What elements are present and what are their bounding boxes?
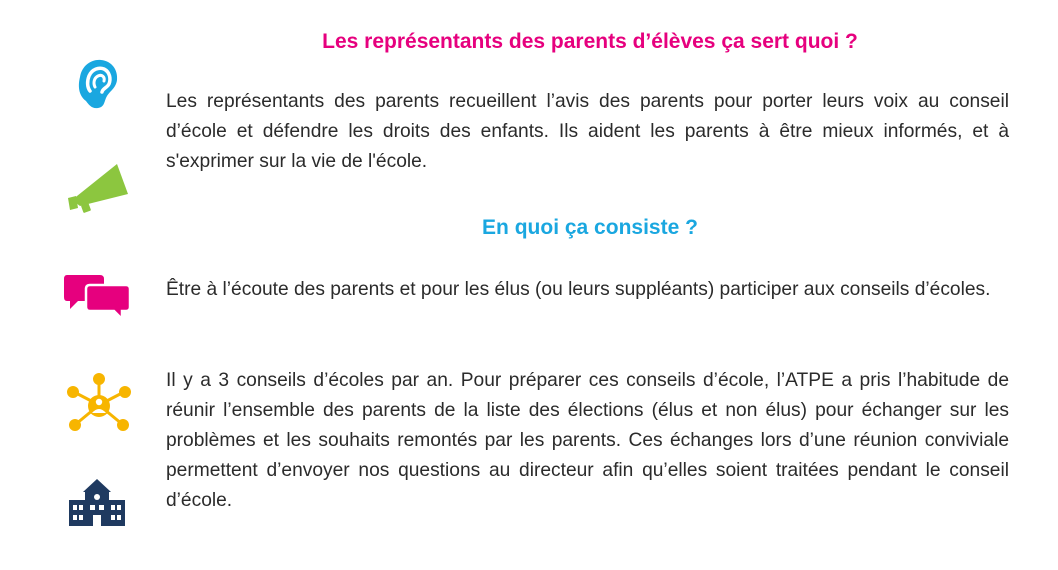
chat-bubbles-icon xyxy=(64,273,130,319)
meetings-paragraph: Il y a 3 conseils d’écoles par an. Pour préparer ces conseils d’école, l’ATPE a pris l’habitude de réunir l’ensemble des parents de la liste des élections (élus et non élus) pour échanger sur les problèmes et les souhaits remontés par les parents. Ces échanges lors d’une réunion conviviale permettent d’envoyer nos questions au directeur afin qu’elles soient traitées pendant le conseil d’école. xyxy=(166,370,1009,511)
listening-paragraph: Être à l’écoute des parents et pour les élus (ou leurs suppléants) participer aux conseils d’écoles. xyxy=(166,279,991,300)
ear-icon xyxy=(72,55,122,111)
section-title-role: Les représentants des parents d’élèves ça sert quoi ? xyxy=(322,30,858,53)
role-paragraph: Les représentants des parents recueillent l’avis des parents pour porter leurs voix au conseil d’école et défendre les droits des enfants. Ils aident les parents à être mieux informés, et à s'exprimer sur la vie de l'école. xyxy=(166,91,1009,172)
megaphone-icon xyxy=(62,160,132,214)
network-icon xyxy=(64,372,134,434)
section-title-content: En quoi ça consiste ? xyxy=(482,216,698,239)
school-building-icon xyxy=(67,478,127,526)
